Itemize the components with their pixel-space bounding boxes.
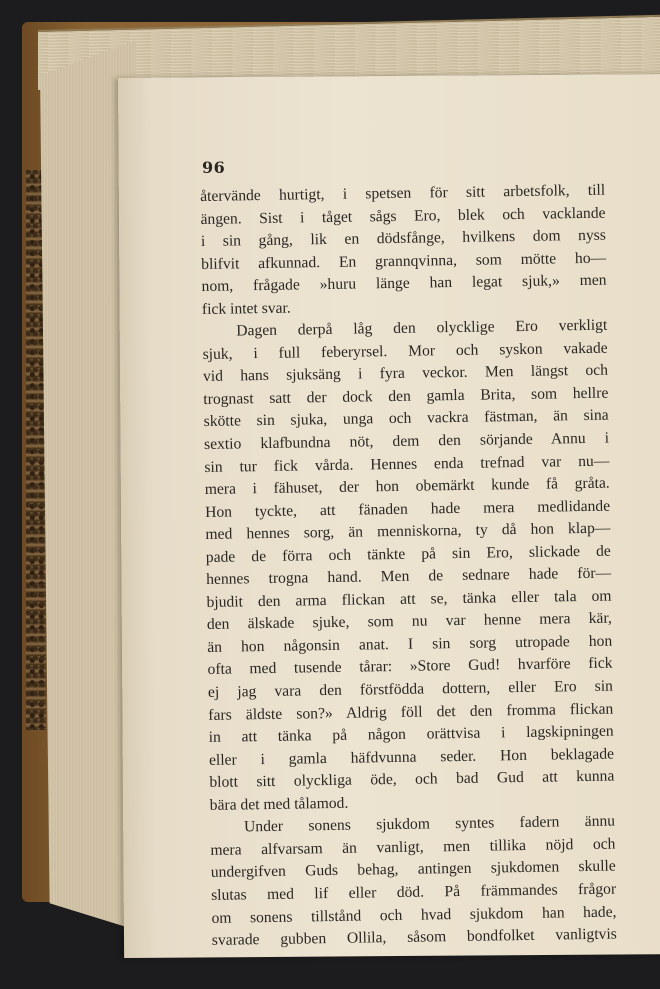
text-line: eller i gamla häfdvunna seder. Hon beklagade (208, 745, 615, 769)
text-line: slutas med lif eller död. På främmandes frågor (211, 880, 617, 904)
text-line: blott sitt olyckliga öde, och bad Gud att kunna (209, 767, 615, 792)
text-line: bära det med tålamod. (209, 794, 349, 814)
text-line: Hon tyckte, att fänaden hade mera medlidande (204, 497, 611, 521)
text-line: ängen. Sist i tåget sågs Ero, blek och vacklande (200, 204, 606, 228)
text-line: Under sonens sjukdom syntes fadern ännu (243, 812, 616, 836)
text-line: mera alfvarsam än vanligt, men tillika nöjd och (210, 835, 616, 859)
page-number: 96 (202, 158, 226, 177)
text-line: än hon någonsin anat. I sin sorg utropade hon (207, 632, 613, 656)
text-line: bjudit den arma flickan att se, tänka eller tala om (206, 587, 612, 611)
text-line: med hennes sorg, än menniskorna, ty då hon klap— (205, 519, 611, 544)
text-line: ej jag vara den förstfödda dottern, eller Ero sin (207, 677, 614, 701)
text-line: in att tänka på någon orättvisa i lagskipningen (208, 722, 614, 747)
text-line: fick intet svar. (201, 299, 291, 318)
text-line: sextio klafbundna nöt, dem den sörjande Annu i (203, 429, 610, 453)
text-line: trognast satt der dock den gamla Brita, som hellre (203, 384, 609, 408)
text-line: ofta med tusende tårar: »Store Gud! hvarföre fick (207, 655, 613, 679)
text-line: sjuk, i full feberyrsel. Mor och syskon vakade (202, 339, 608, 363)
text-line: svarade gubben Ollila, såsom bondfolket vanligtvis (211, 925, 617, 949)
text-line: mera i fähuset, der hon obemärkt kunde få gråta. (204, 474, 610, 499)
text-line: hennes trogna hand. Men de sednare hade för— (206, 564, 612, 589)
text-line: i sin gång, lik en dödsfånge, hvilkens dom nyss (200, 226, 606, 251)
body-text (200, 180, 617, 953)
text-line: skötte sin sjuka, unga och vackra fästman, än sina (203, 407, 609, 431)
text-line: pade de förra och tänkte på sin Ero, slickade de (205, 542, 611, 566)
text-line: återvände hurtigt, i spetsen för sitt arbetsfolk, till (200, 181, 606, 205)
text-line: sin tur fick vårda. Hennes enda trefnad var nu— (204, 452, 610, 476)
text-line: fars äldste son?» Aldrig föll det den fromma flickan (208, 700, 614, 724)
text-line: blifvit afkunnad. En grannqvinna, som mötte ho— (201, 249, 607, 273)
text-line: nom, frågade »huru länge han legat sjuk,» men (201, 271, 607, 296)
text-line: Dagen derpå låg den olycklige Ero verkligt (236, 316, 608, 340)
text-line: vid hans sjuksäng i fyra veckor. Men längst och (202, 361, 609, 386)
text-line: om sonens tillstånd och hvad sjukdom han hade, (211, 903, 617, 927)
text-line: den älskade sjuke, som nu var henne mera kär, (206, 609, 612, 634)
text-line: undergifven Guds behag, antingen sjukdomen skulle (210, 857, 616, 882)
